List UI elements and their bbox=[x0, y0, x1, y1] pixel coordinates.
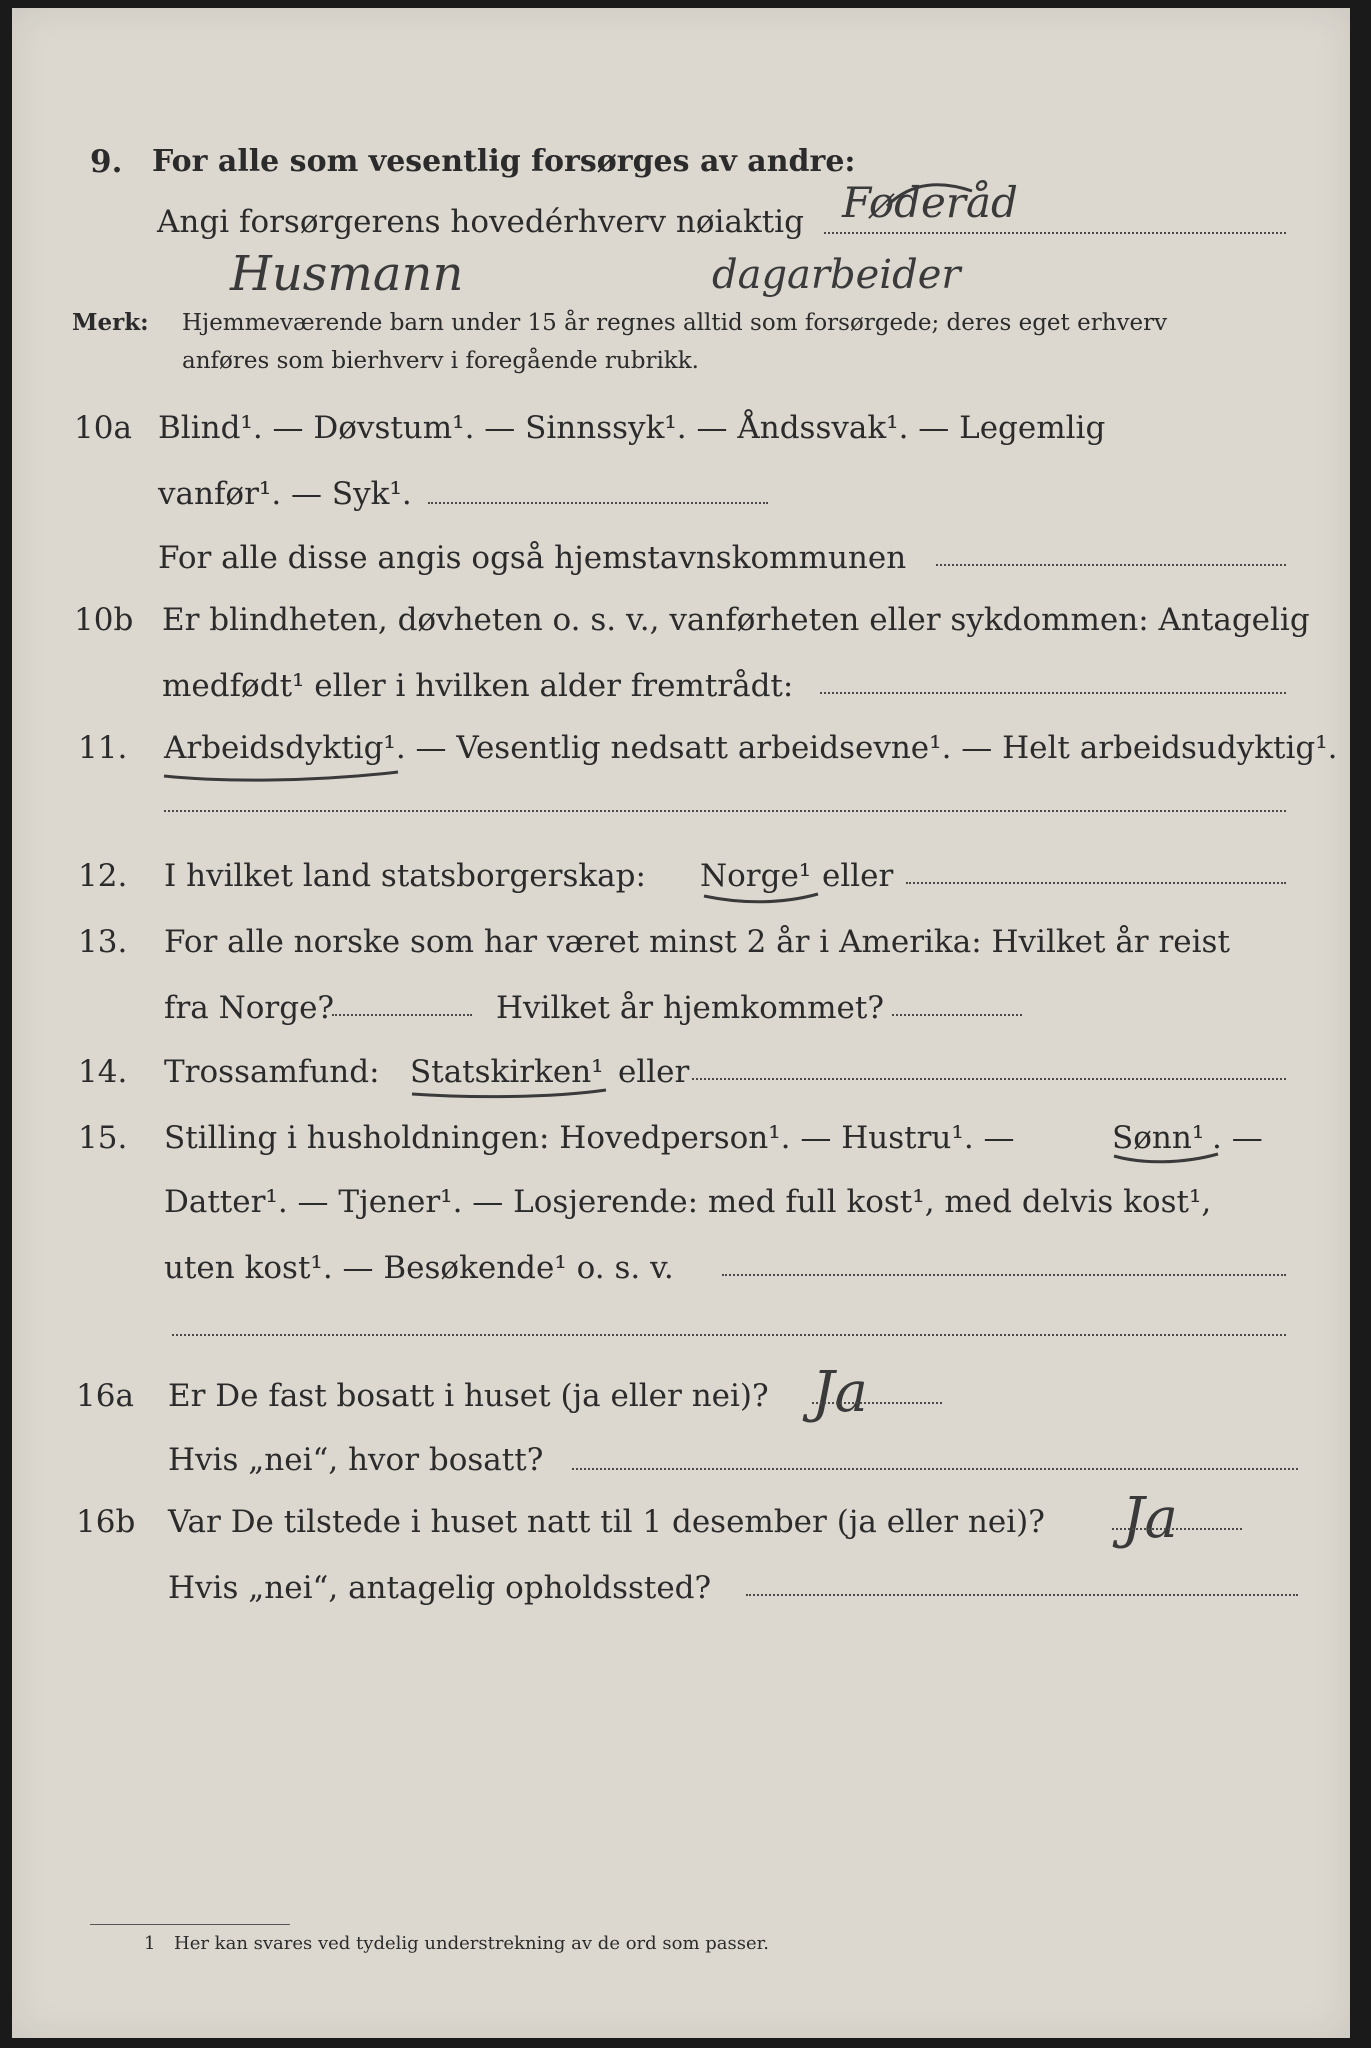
q11-underline-arbeidsdyktig bbox=[162, 766, 402, 786]
q15-line1a: Stilling i husholdningen: Hovedperson¹. — Hustru¹. — bbox=[164, 1120, 1015, 1156]
q12-number: 12. bbox=[78, 858, 128, 894]
q15-answer-line bbox=[722, 1274, 1286, 1276]
q16a-line2: Hvis „nei“, hvor bosatt? bbox=[168, 1442, 544, 1478]
q9-answer-husmann: Husmann bbox=[230, 246, 464, 302]
q12-answer-norge: Norge¹ bbox=[700, 858, 812, 894]
q11-line1: Arbeidsdyktig¹. — Vesentlig nedsatt arbeidsevne¹. — Helt arbeidsudyktig¹. bbox=[164, 730, 1338, 766]
q10a-line3: For alle disse angis også hjemstavnskommunen bbox=[158, 540, 907, 576]
handwritten-stroke-mark bbox=[882, 176, 982, 216]
q10b-number: 10b bbox=[74, 602, 134, 638]
q16a-line1: Er De fast bosatt i huset (ja eller nei)? bbox=[168, 1378, 769, 1414]
q14-underline-statskirken bbox=[410, 1084, 610, 1104]
q11-answer-line bbox=[164, 810, 1286, 812]
q10a-kommune-line bbox=[936, 564, 1286, 566]
q15-answer-sonn: Sønn¹ bbox=[1112, 1120, 1205, 1156]
q10b-line2: medfødt¹ eller i hvilken alder fremtrådt: bbox=[162, 668, 794, 704]
census-form-page bbox=[12, 8, 1350, 2038]
q10a-line2: vanfør¹. — Syk¹. bbox=[158, 476, 412, 512]
q16b-answer-line bbox=[1112, 1528, 1242, 1530]
q16b-opholdssted-line bbox=[746, 1594, 1298, 1596]
q12-eller: eller bbox=[822, 858, 894, 894]
q15-line1b: . — bbox=[1212, 1120, 1263, 1156]
q12-underline-norge bbox=[702, 890, 822, 910]
q9-prompt: Angi forsørgerens hovedérhverv nøiaktig bbox=[157, 204, 804, 240]
q16b-line1: Var De tilstede i huset natt til 1 desember (ja eller nei)? bbox=[168, 1504, 1045, 1540]
q14-answer-line bbox=[692, 1078, 1286, 1080]
q15-number: 15. bbox=[78, 1120, 128, 1156]
footnote-rule bbox=[90, 1924, 290, 1925]
q10b-answer-line bbox=[820, 692, 1286, 694]
merk-line1: Hjemmeværende barn under 15 år regnes alltid som forsørgede; deres eget erhverv bbox=[182, 310, 1168, 336]
q9-answer-dagarbeider: dagarbeider bbox=[712, 252, 961, 298]
q14-line1: Trossamfund: bbox=[164, 1054, 380, 1090]
q16b-number: 16b bbox=[76, 1504, 136, 1540]
q13-line1: For alle norske som har været minst 2 år i Amerika: Hvilket år reist bbox=[164, 924, 1230, 960]
q11-number: 11. bbox=[78, 730, 128, 766]
footnote-text: Her kan svares ved tydelig understrekning av de ord som passer. bbox=[174, 1933, 769, 1954]
q9-heading: For alle som vesentlig forsørges av andre: bbox=[152, 144, 856, 179]
q16b-answer-ja: Ja bbox=[1122, 1486, 1178, 1551]
q10b-line1: Er blindheten, døvheten o. s. v., vanførheten eller sykdommen: Antagelig bbox=[162, 602, 1310, 638]
q13-line2a: fra Norge? bbox=[164, 990, 335, 1026]
q16a-answer-line bbox=[812, 1402, 942, 1404]
q9-number: 9. bbox=[90, 144, 123, 180]
q14-answer-statskirken: Statskirken¹ bbox=[410, 1054, 604, 1090]
q16b-line2: Hvis „nei“, antagelig opholdssted? bbox=[168, 1570, 712, 1606]
q9-answer-foderaad: Føderåd bbox=[842, 178, 1018, 227]
q10a-line1: Blind¹. — Døvstum¹. — Sinnssyk¹. — Åndssvak¹. — Legemlig bbox=[158, 410, 1106, 446]
q13-reist-line bbox=[332, 1014, 472, 1016]
q16a-answer-ja: Ja bbox=[812, 1360, 868, 1425]
q12-answer-line bbox=[906, 882, 1286, 884]
q15-underline-sonn bbox=[1112, 1150, 1222, 1170]
merk-line2: anføres som bierhverv i foregående rubrikk. bbox=[182, 348, 699, 374]
q13-number: 13. bbox=[78, 924, 128, 960]
q15-line2: Datter¹. — Tjener¹. — Losjerende: med full kost¹, med delvis kost¹, bbox=[164, 1184, 1212, 1220]
q14-eller: eller bbox=[618, 1054, 690, 1090]
q16a-number: 16a bbox=[76, 1378, 134, 1414]
q13-hjemkommet-line bbox=[892, 1014, 1022, 1016]
q16a-bosatt-line bbox=[572, 1468, 1298, 1470]
q9-answer-line bbox=[824, 232, 1286, 234]
q12-line1: I hvilket land statsborgerskap: bbox=[164, 858, 646, 894]
q10a-number: 10a bbox=[74, 410, 132, 446]
q15-answer-line-2 bbox=[172, 1334, 1286, 1336]
merk-label: Merk: bbox=[72, 309, 149, 336]
q10a-syk-line bbox=[428, 502, 768, 504]
q14-number: 14. bbox=[78, 1054, 128, 1090]
q15-line3: uten kost¹. — Besøkende¹ o. s. v. bbox=[164, 1250, 674, 1286]
footnote-mark: 1 bbox=[144, 1933, 156, 1954]
q13-line2b: Hvilket år hjemkommet? bbox=[496, 990, 884, 1026]
